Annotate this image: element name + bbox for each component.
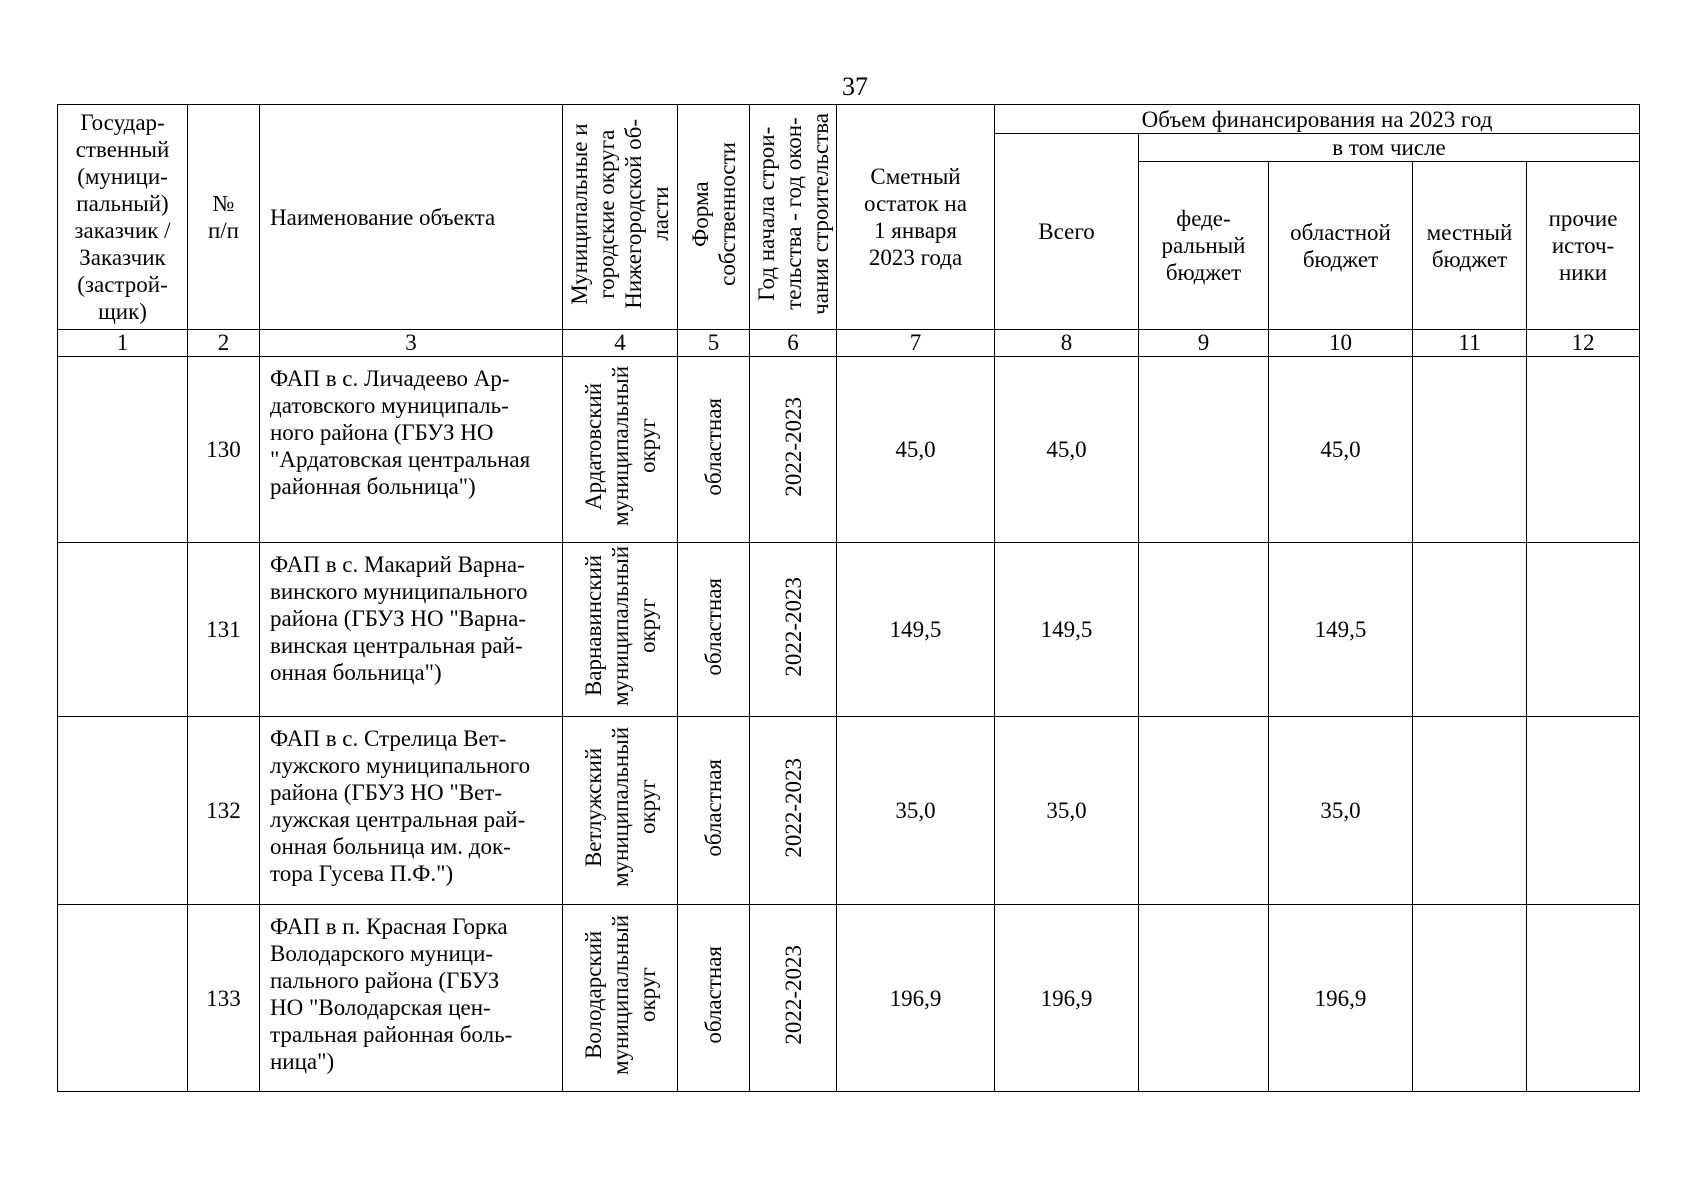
column-number: 12 <box>1527 330 1640 357</box>
column-number: 3 <box>260 330 563 357</box>
table-row <box>58 717 1640 905</box>
row-other <box>1527 543 1640 717</box>
row-district-cell <box>563 717 678 905</box>
row-total: 35,0 <box>995 717 1139 905</box>
row-ownership: областная <box>701 577 726 676</box>
row-ownership-cell <box>678 543 750 717</box>
row-local <box>1413 543 1527 717</box>
table-row <box>58 905 1640 1092</box>
row-years-cell <box>750 357 837 543</box>
row-district: Ардатовский муниципальный округ <box>580 366 660 527</box>
column-number: 4 <box>563 330 678 357</box>
column-number: 10 <box>1269 330 1413 357</box>
header-customer: Государ- ственный (муници- пальный) заказчик / Заказчик (застрой- щик) <box>58 105 188 330</box>
row-years: 2022-2023 <box>780 576 806 677</box>
row-estimate-balance: 149,5 <box>837 543 995 717</box>
row-federal <box>1139 905 1269 1092</box>
row-number: 130 <box>188 357 260 543</box>
row-estimate-balance: 196,9 <box>837 905 995 1092</box>
column-number: 5 <box>678 330 750 357</box>
row-number: 131 <box>188 543 260 717</box>
row-ownership: областная <box>701 758 726 857</box>
header-districts: Муниципальные и городские округа Нижегородской об- ласти <box>567 119 673 309</box>
header-financing-group: Объем финансирования на 2023 год <box>995 105 1640 134</box>
row-total: 149,5 <box>995 543 1139 717</box>
header-years-cell <box>750 105 837 330</box>
header-regional: областной бюджет <box>1269 162 1413 330</box>
table-row <box>58 543 1640 717</box>
row-local <box>1413 357 1527 543</box>
row-years-cell <box>750 717 837 905</box>
column-numbers-row <box>58 330 1640 357</box>
page-number: 37 <box>842 72 868 101</box>
row-regional: 149,5 <box>1269 543 1413 717</box>
header-years: Год начала строи- тельства - год окон- чания строительства <box>753 113 833 315</box>
row-other <box>1527 905 1640 1092</box>
row-federal <box>1139 357 1269 543</box>
row-district-cell <box>563 905 678 1092</box>
column-number: 6 <box>750 330 837 357</box>
header-row-1 <box>58 105 1640 134</box>
row-district-cell <box>563 543 678 717</box>
header-ownership: Форма собственности <box>687 142 740 286</box>
row-estimate-balance: 45,0 <box>837 357 995 543</box>
row-customer <box>58 717 188 905</box>
row-district: Варнавинский муниципальный округ <box>580 546 660 707</box>
column-number: 2 <box>188 330 260 357</box>
column-number: 11 <box>1413 330 1527 357</box>
financing-table <box>57 104 1640 1092</box>
header-number: № п/п <box>188 105 260 330</box>
row-local <box>1413 905 1527 1092</box>
row-years-cell <box>750 543 837 717</box>
column-number: 9 <box>1139 330 1269 357</box>
row-object-name: ФАП в с. Стрелица Вет- лужского муниципального района (ГБУЗ НО "Вет- лужская центральная рай- онная больница им. док- тора Гусева П.Ф.") <box>260 717 563 905</box>
header-federal: феде- ральный бюджет <box>1139 162 1269 330</box>
header-districts-cell <box>563 105 678 330</box>
header-other: прочие источ- ники <box>1527 162 1640 330</box>
header-object-name: Наименование объекта <box>260 105 563 330</box>
row-years-cell <box>750 905 837 1092</box>
row-customer <box>58 357 188 543</box>
row-customer <box>58 905 188 1092</box>
row-federal <box>1139 543 1269 717</box>
row-number: 132 <box>188 717 260 905</box>
row-object-name: ФАП в с. Личадеево Ар- датовского муниципаль- ного района (ГБУЗ НО "Ардатовская центральная районная больница") <box>260 357 563 543</box>
row-district: Володарский муниципальный округ <box>580 914 660 1076</box>
row-number: 133 <box>188 905 260 1092</box>
header-local: местный бюджет <box>1413 162 1527 330</box>
table-row <box>58 357 1640 543</box>
row-other <box>1527 357 1640 543</box>
row-regional: 45,0 <box>1269 357 1413 543</box>
row-other <box>1527 717 1640 905</box>
row-estimate-balance: 35,0 <box>837 717 995 905</box>
column-number: 7 <box>837 330 995 357</box>
row-ownership: областная <box>701 397 726 496</box>
header-estimate-balance: Сметный остаток на 1 января 2023 года <box>837 105 995 330</box>
header-total: Всего <box>995 134 1139 330</box>
header-ownership-cell <box>678 105 750 330</box>
row-object-name: ФАП в п. Красная Горка Володарского муници- пального района (ГБУЗ НО "Володарская цен- тральная районная боль- ница") <box>260 905 563 1092</box>
row-ownership-cell <box>678 357 750 543</box>
row-customer <box>58 543 188 717</box>
row-total: 45,0 <box>995 357 1139 543</box>
row-regional: 35,0 <box>1269 717 1413 905</box>
row-district: Ветлужский муниципальный округ <box>580 727 660 888</box>
column-number: 8 <box>995 330 1139 357</box>
row-ownership: областная <box>701 946 726 1044</box>
row-ownership-cell <box>678 717 750 905</box>
row-district-cell <box>563 357 678 543</box>
row-federal <box>1139 717 1269 905</box>
header-including: в том числе <box>1139 134 1640 162</box>
row-regional: 196,9 <box>1269 905 1413 1092</box>
row-total: 196,9 <box>995 905 1139 1092</box>
row-years: 2022-2023 <box>780 757 806 858</box>
row-years: 2022-2023 <box>780 396 806 497</box>
row-local <box>1413 717 1527 905</box>
row-years: 2022-2023 <box>780 945 806 1045</box>
column-number: 1 <box>58 330 188 357</box>
row-object-name: ФАП в с. Макарий Варна- винского муниципального района (ГБУЗ НО "Варна- винская центральная рай- онная больница") <box>260 543 563 717</box>
row-ownership-cell <box>678 905 750 1092</box>
